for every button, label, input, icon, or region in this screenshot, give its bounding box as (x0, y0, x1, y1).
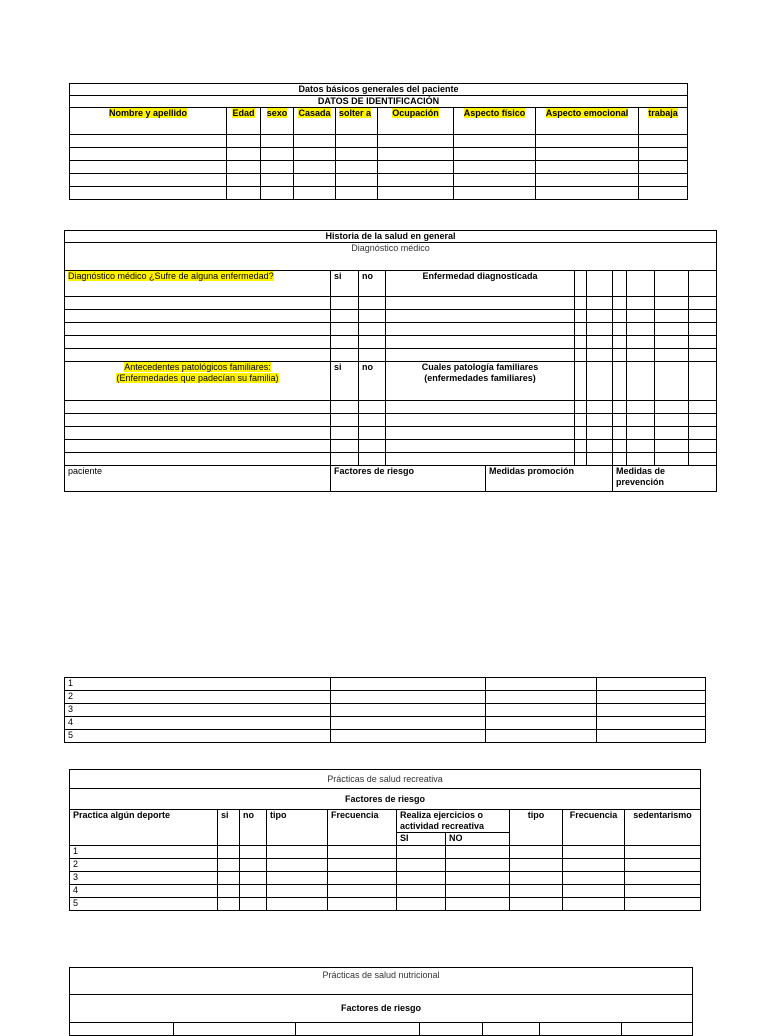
table-subtitle: DATOS DE IDENTIFICACIÓN (70, 96, 688, 108)
header-sedentarismo: sedentarismo (625, 810, 701, 846)
header-ocupacion: Ocupación (378, 108, 454, 135)
table-title: Historia de la salud en general (65, 231, 717, 243)
identification-table (69, 83, 688, 200)
question-diagnostico: Diagnóstico médico ¿Sufre de alguna enfermedad? (65, 271, 331, 297)
header-trabaja: trabaja (639, 108, 688, 135)
table-title: Prácticas de salud recreativa (70, 770, 701, 789)
table-row (65, 440, 717, 453)
header-si-upper: SI (397, 833, 446, 846)
header-sexo: sexo (261, 108, 294, 135)
table-row (70, 135, 688, 148)
question-antecedentes: Antecedentes patológicos familiares: (Enfermedades que padecían su familia) (65, 362, 331, 401)
header-aspecto-fisico: Aspecto físico (454, 108, 536, 135)
table-row (65, 730, 706, 743)
row-number: 3 (65, 704, 331, 717)
health-history-table (64, 230, 717, 492)
table-subtitle: Factores de riesgo (70, 995, 693, 1023)
header-edad: Edad (227, 108, 261, 135)
table-row (65, 336, 717, 349)
header-tipo-2: tipo (510, 810, 563, 846)
row-number: 1 (70, 846, 218, 859)
header-factores-riesgo: Factores de riesgo (331, 466, 486, 492)
header-medidas-prevencion: Medidas de prevención (613, 466, 717, 492)
table-subtitle: Diagnóstico médico (65, 243, 717, 271)
table-row (65, 401, 717, 414)
table-row (65, 297, 717, 310)
table-row (70, 846, 701, 859)
table-row (65, 310, 717, 323)
row-number: 4 (70, 885, 218, 898)
table-row (65, 427, 717, 440)
table-row (65, 414, 717, 427)
table-row (65, 691, 706, 704)
table-row (65, 453, 717, 466)
header-no: no (359, 271, 386, 297)
header-nombre: Nombre y apellido (70, 108, 227, 135)
table-title: Prácticas de salud nutricional (70, 968, 693, 995)
table-row (70, 1023, 693, 1036)
row-number: 3 (70, 872, 218, 885)
table-row (70, 187, 688, 200)
header-si: si (331, 271, 359, 297)
table-title: Datos básicos generales del paciente (70, 84, 688, 96)
table-row (65, 717, 706, 730)
table-row (65, 323, 717, 336)
header-no: no (359, 362, 386, 401)
table-row (70, 174, 688, 187)
row-number: 2 (65, 691, 331, 704)
table-row (65, 704, 706, 717)
header-tipo: tipo (267, 810, 328, 846)
header-frecuencia: Frecuencia (328, 810, 397, 846)
table-row (70, 872, 701, 885)
header-no-upper: NO (446, 833, 510, 846)
header-si: si (218, 810, 240, 846)
row-number: 5 (70, 898, 218, 911)
row-number: 1 (65, 678, 331, 691)
header-enfermedad-diagnosticada: Enfermedad diagnosticada (386, 271, 575, 297)
table-row (65, 349, 717, 362)
header-frecuencia-2: Frecuencia (563, 810, 625, 846)
numbered-table (64, 677, 706, 743)
row-number: 2 (70, 859, 218, 872)
header-cuales-patologia: Cuales patología familiares (enfermedades familiares) (386, 362, 575, 401)
header-realiza-ejercicios: Realiza ejercicios o actividad recreativa (397, 810, 510, 833)
row-number: 4 (65, 717, 331, 730)
header-aspecto-emocional: Aspecto emocional (536, 108, 639, 135)
header-si: si (331, 362, 359, 401)
table-row (70, 885, 701, 898)
header-medidas-promocion: Medidas promoción (486, 466, 613, 492)
table-row (70, 161, 688, 174)
nutritional-health-table (69, 967, 693, 1036)
header-practica-deporte: Practica algún deporte (70, 810, 218, 846)
recreational-health-table (69, 769, 701, 911)
header-soltera: solter a (336, 108, 378, 135)
table-row (70, 148, 688, 161)
row-number: 5 (65, 730, 331, 743)
header-no: no (240, 810, 267, 846)
table-row (65, 678, 706, 691)
header-casada: Casada (294, 108, 336, 135)
label-paciente: paciente (65, 466, 331, 492)
table-row (70, 898, 701, 911)
table-row (70, 859, 701, 872)
table-subtitle: Factores de riesgo (70, 789, 701, 810)
